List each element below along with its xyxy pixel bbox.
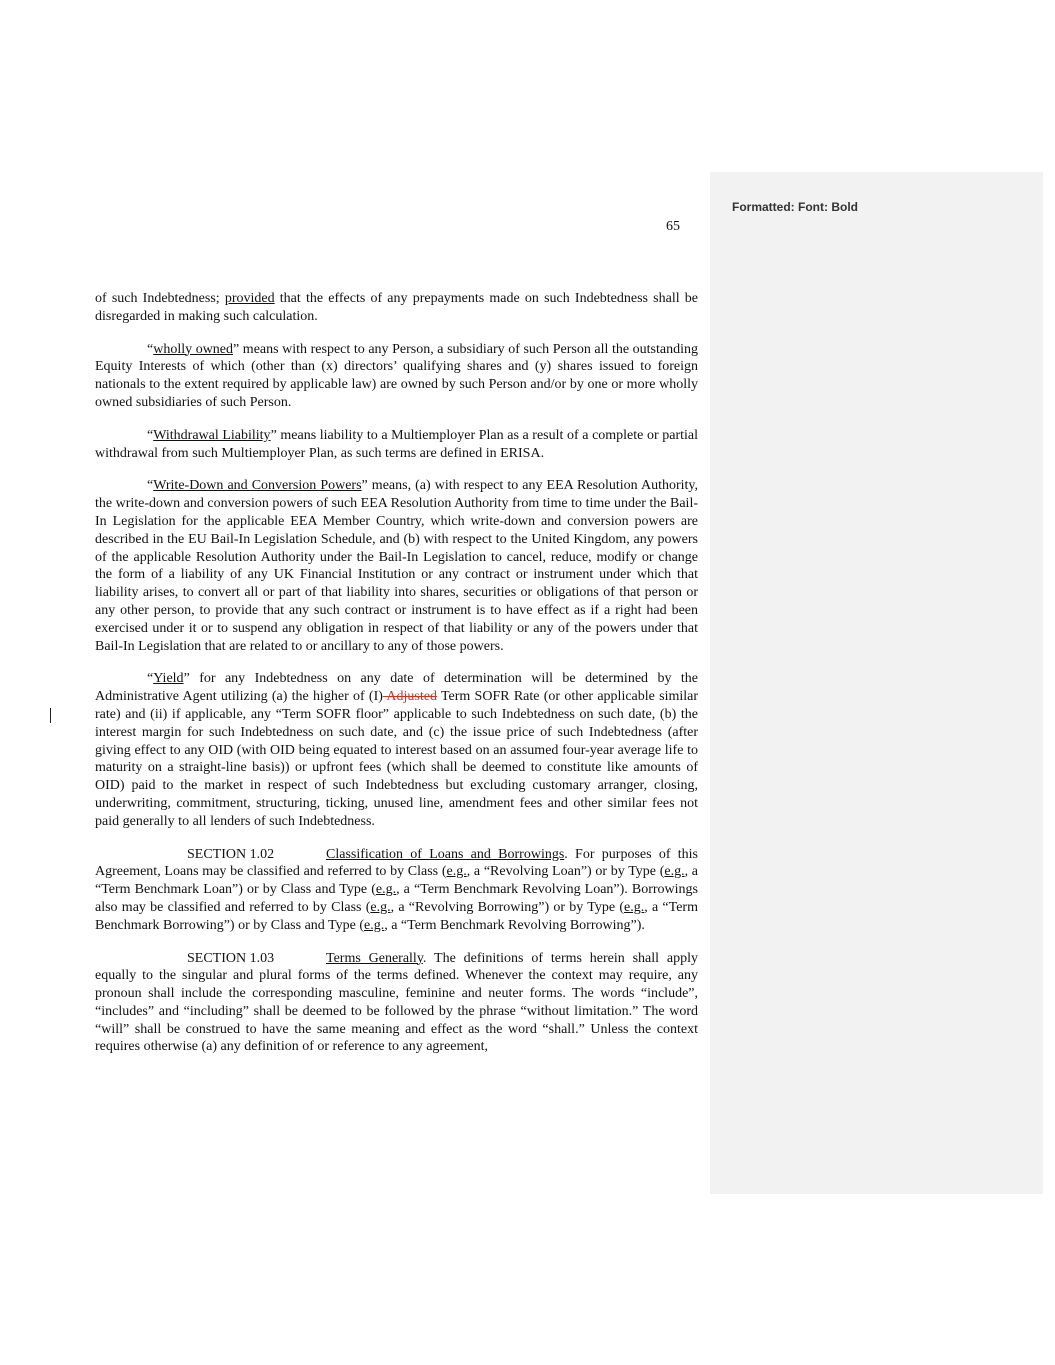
definition-yield: “Yield” for any Indebtedness on any date of determination will be determined by the Administrative Agent utilizing (a) the higher of (I) Adjusted Term SOFR Rate (or other applicable similar rate) and (ii) if applicable, any “Term SOFR floor” applicable to such Indebtedness on such date, (b) the interest margin for such Indebtedness on such date, and (c) the issue price of such Indebtedness (after giving effect to any OID (with OID being equated to interest based on an assumed four-year average life to maturity on a straight-line basis)) or upfront fees (which shall be deemed to constitute like amounts of OID) paid to the market in respect of such Indebtedness but excluding customary arranger, closing, underwriting, commitment, structuring, ticking, unused line, amendment fees and other similar fees not paid generally to all lenders of such Indebtedness. (95, 671, 699, 829)
section-1-03: SECTION 1.03 Terms Generally. The definitions of terms herein shall apply equally to the singular and plural forms of the terms defined. Whenever the context may require, any pronoun shall include the corresponding masculine, feminine and neuter forms. The words “include”, “includes” and “including” shall be deemed to be followed by the phrase “without limitation.” The word “will” shall be construed to have the same meaning and effect as the word “shall.” Unless the context requires otherwise (a) any definition of or reference to any agreement, (95, 950, 698, 1055)
page-number: 65 (666, 219, 680, 234)
defined-term: Write-Down and Conversion Powers (153, 478, 362, 494)
defined-term: Yield (153, 671, 184, 687)
section-heading: Classification of Loans and Borrowings (326, 846, 565, 862)
section-heading: Terms Generally (326, 950, 423, 966)
document-body (95, 290, 698, 1071)
provided-term: provided (224, 291, 275, 306)
definition-wholly-owned: “wholly owned” means with respect to any Person, a subsidiary of such Person all the outstanding Equity Interests of which (other than (x) directors’ qualifying shares and (y) shares issued to foreign nationals to the extent required by applicable law) are owned by such Person and/or by one or more wholly owned subsidiaries of such Person. (95, 341, 698, 410)
definition-write-down-conversion-powers: “Write-Down and Conversion Powers” means, (a) with respect to any EEA Resolution Authority, the write-down and conversion powers of such EEA Resolution Authority from time to time under the Bail-In Legislation for the applicable EEA Member Country, which write-down and conversion powers are described in the EU Bail-In Legislation Schedule, and (b) with respect to the United Kingdom, any powers of the applicable Resolution Authority under the Bail-In Legislation to cancel, reduce, modify or change the form of a liability of any UK Financial Institution or any contract or instrument under which that liability arises, to convert all or part of that liability into shares, securities or obligations of that person or any other person, to provide that any such contract or instrument is to have effect as if a right had been exercised under it or to suspend any obligation in respect of that liability or any of the powers under that Bail-In Legislation that are related to or ancillary to any of those powers. (95, 478, 698, 654)
section-number: SECTION 1.02 (187, 846, 275, 862)
defined-term: wholly owned (153, 341, 234, 357)
defined-term: Withdrawal Liability (153, 427, 271, 443)
comment-pane (710, 172, 1043, 1194)
definition-withdrawal-liability: “Withdrawal Liability” means liability to a Multiemployer Plan as a result of a complete or partial withdrawal from such Multiemployer Plan, as such terms are defined in ERISA. (95, 427, 698, 461)
section-1-02: SECTION 1.02 Classification of Loans and Borrowings. For purposes of this Agreement, Loans may be classified and referred to by Class (e.g., a “Revolving Loan”) or by Type (e.g., a “Term Benchmark Loan”) or by Class and Type (e.g., a “Term Benchmark Revolving Loan”). Borrowings also may be classified and referred to by Class (e.g., a “Revolving Borrowing”) or by Type (e.g., a “Term Benchmark Borrowing”) or by Class and Type (e.g., a “Term Benchmark Revolving Borrowing”). (95, 846, 698, 933)
revision-change-bar (50, 708, 51, 723)
tracked-deletion: Adjusted (382, 689, 437, 705)
section-number: SECTION 1.03 (187, 950, 275, 966)
paragraph-indebtedness-continuation: of such Indebtedness; provided that the effects of any prepayments made on such Indebtedness shall be disregarded in making such calculation. (95, 291, 699, 324)
comment-header: Formatted: Font: Bold (732, 200, 858, 214)
